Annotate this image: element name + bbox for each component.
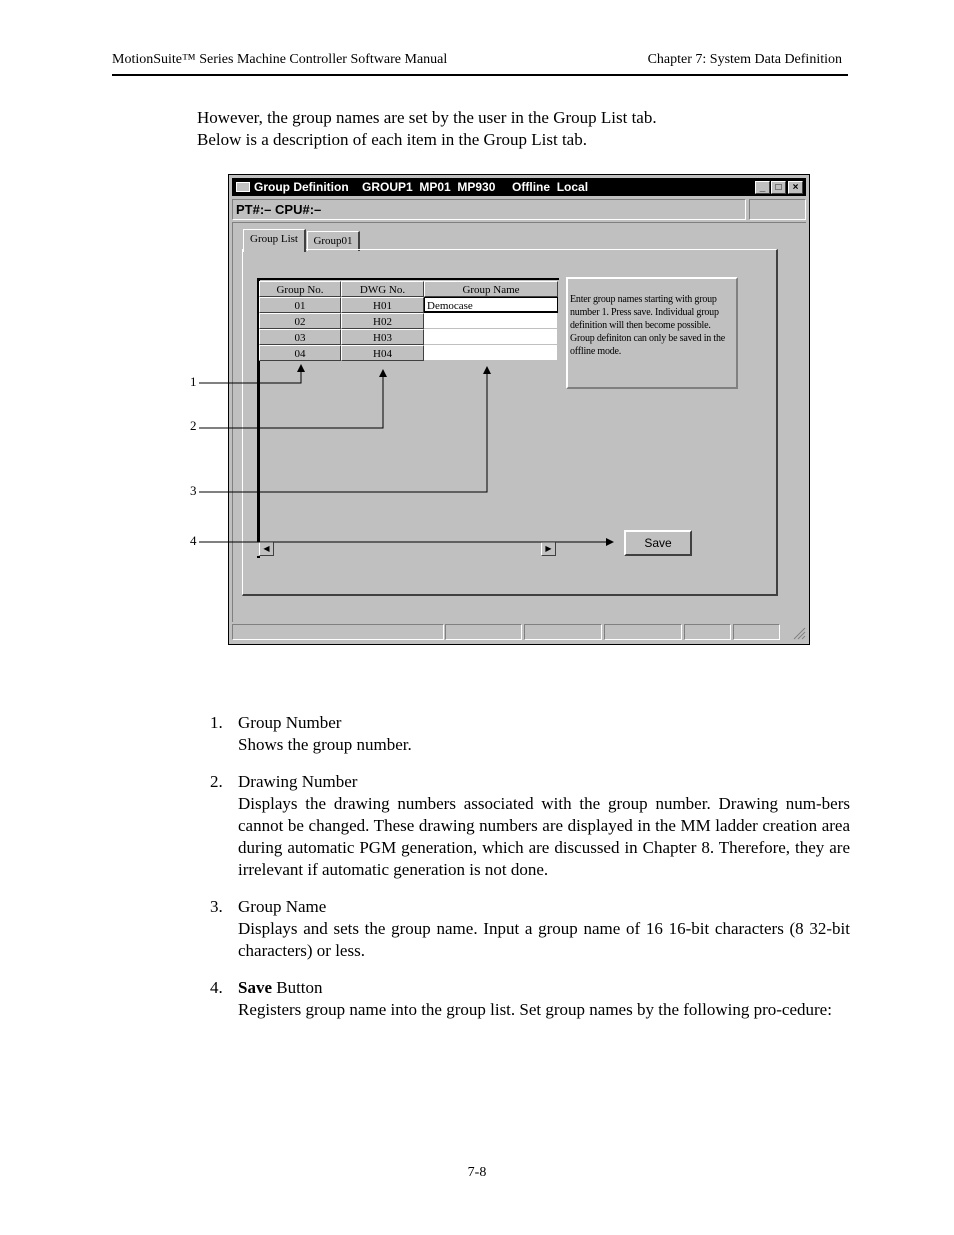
item-title-bold: Save [238, 978, 272, 997]
intro-line-1: However, the group names are set by the user in the Group List tab. [197, 108, 657, 127]
header-rule [112, 74, 848, 76]
page-number: 7-8 [467, 1165, 487, 1180]
scroll-right-icon[interactable]: ▶ [541, 542, 556, 556]
instructions-box: Enter group names starting with group number 1. Press save. Individual group definition will then become possible. Group definiton can only be saved in the offline mode. [566, 277, 738, 389]
running-header-chapter: Chapter 7: System Data Definition [647, 52, 842, 67]
item-title-rest: Button [272, 978, 323, 997]
cell-dwg-no: H02 [341, 313, 424, 329]
resize-grip-icon[interactable] [792, 626, 806, 640]
statusbar-pane [684, 624, 731, 640]
save-button[interactable]: Save [624, 530, 692, 556]
cell-dwg-no: H04 [341, 345, 424, 361]
item-descriptions [210, 712, 850, 1036]
cell-dwg-no: H01 [341, 297, 424, 313]
statusbar-pane [232, 624, 444, 640]
list-item [210, 977, 850, 1021]
cell-group-no: 03 [259, 329, 341, 345]
statusbar-pane [445, 624, 522, 640]
column-header-group-name[interactable]: Group Name [424, 281, 558, 297]
intro-line-2: Below is a description of each item in the Group List tab. [197, 130, 587, 149]
system-menu-icon[interactable] [236, 182, 250, 192]
scroll-left-icon[interactable]: ◀ [259, 542, 274, 556]
item-description: Registers group name into the group list. Set group names by the following pro-cedure: [238, 1000, 832, 1019]
statusbar-pane [604, 624, 682, 640]
item-title [238, 977, 850, 999]
item-description: Shows the group number. [238, 735, 412, 754]
list-item [210, 771, 850, 881]
callout-2: 2 [190, 418, 197, 433]
callout-3: 3 [190, 483, 197, 498]
item-title: Group Number [238, 713, 342, 732]
item-number: 3. [210, 897, 223, 916]
cell-group-no: 02 [259, 313, 341, 329]
statusbar-pane [733, 624, 780, 640]
callout-4: 4 [190, 533, 197, 548]
item-title: Drawing Number [238, 772, 358, 791]
item-number: 2. [210, 772, 223, 791]
maximize-icon[interactable]: □ [771, 181, 786, 194]
list-item [210, 896, 850, 962]
cell-group-name-input[interactable] [424, 313, 558, 329]
item-number: 4. [210, 978, 223, 997]
statusbar-pane [524, 624, 602, 640]
status-box [749, 199, 806, 220]
running-header-title: MotionSuite™ Series Machine Controller Software Manual [112, 52, 448, 67]
cell-group-name-input[interactable] [424, 345, 558, 361]
list-item [210, 712, 850, 756]
window-titlebar[interactable] [232, 178, 806, 196]
tab-group-list[interactable]: Group List [243, 229, 306, 252]
item-title: Group Name [238, 897, 327, 916]
intro-paragraph [197, 107, 657, 151]
item-description: Displays the drawing numbers associated with the group number. Drawing num-bers cannot be changed. These drawing numbers are displayed in the MM ladder creation area during automatic PGM generation, which are discussed in Chapter 8. Therefore, they are irrelevant if automatic generation is not done. [238, 794, 850, 879]
column-header-dwg-no[interactable]: DWG No. [341, 281, 424, 297]
column-header-group-no[interactable]: Group No. [259, 281, 341, 297]
grid-horizontal-scrollbar[interactable] [257, 542, 559, 556]
cell-group-name-input[interactable]: Democase [424, 297, 558, 313]
cell-group-name-input[interactable] [424, 329, 558, 345]
pt-cpu-status: PT#:– CPU#:– [232, 199, 746, 220]
cell-group-no: 04 [259, 345, 341, 361]
window-title: Group Definition GROUP1 MP01 MP930 Offline Local [254, 180, 589, 194]
cell-group-no: 01 [259, 297, 341, 313]
close-icon[interactable]: × [788, 181, 803, 194]
callout-1: 1 [190, 374, 197, 389]
item-number: 1. [210, 713, 223, 732]
cell-dwg-no: H03 [341, 329, 424, 345]
minimize-icon[interactable]: _ [755, 181, 770, 194]
item-description: Displays and sets the group name. Input a group name of 16 16-bit characters (8 32-bit characters) or less. [238, 919, 850, 960]
tab-group01[interactable]: Group01 [307, 231, 360, 251]
